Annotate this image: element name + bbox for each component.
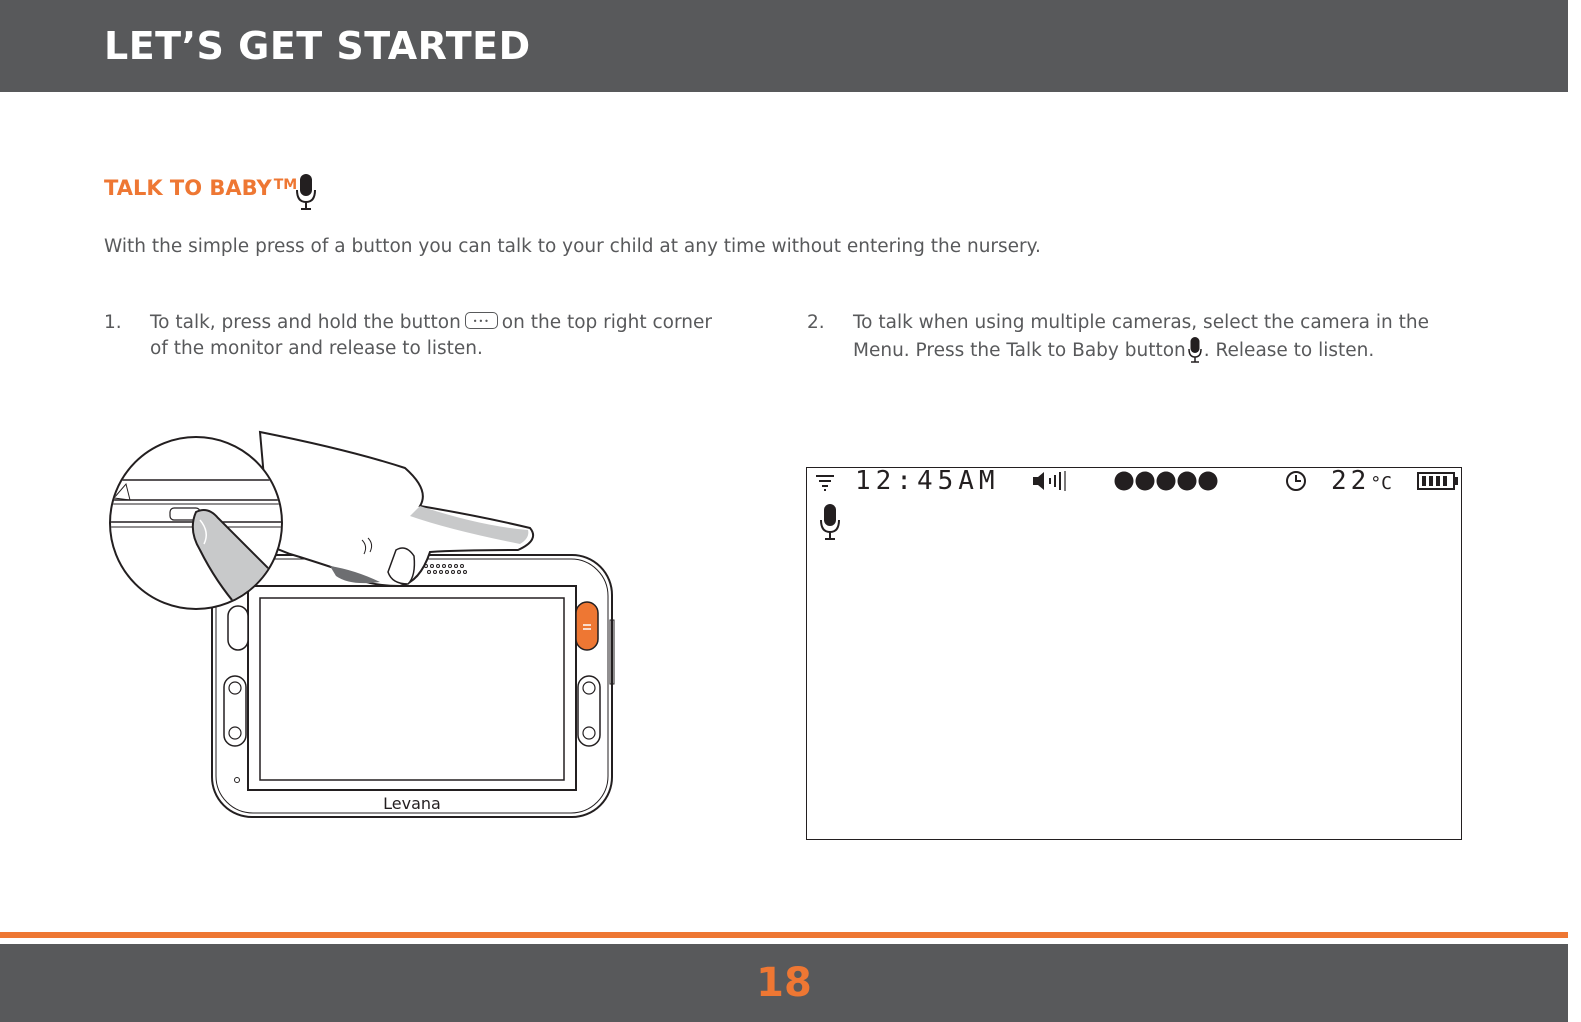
time-readout: 12:45AM xyxy=(855,466,1000,496)
step-number: 2. xyxy=(807,312,825,333)
step-1 xyxy=(104,310,764,370)
header-title: LET’S GET STARTED xyxy=(104,24,531,68)
step-line xyxy=(853,336,1374,364)
talk-button-icon xyxy=(465,312,498,329)
section-title-text: TALK TO BABY xyxy=(104,176,272,200)
step-text: Menu. Press the Talk to Baby button xyxy=(853,340,1186,361)
step-line: of the monitor and release to listen. xyxy=(150,338,483,359)
step-2 xyxy=(807,310,1507,370)
camera-dot xyxy=(1157,472,1176,491)
page-header xyxy=(0,0,1568,92)
camera-indicator-dots xyxy=(1113,469,1223,493)
temperature-readout xyxy=(1331,466,1392,496)
camera-dot xyxy=(1115,472,1134,491)
clock-icon xyxy=(1285,470,1307,492)
step-number: 1. xyxy=(104,312,122,333)
status-bar xyxy=(807,468,1461,496)
camera-dot xyxy=(1199,472,1218,491)
step-text: To talk, press and hold the button xyxy=(150,312,461,333)
section-title xyxy=(104,176,297,200)
battery-icon xyxy=(1417,471,1459,491)
step-text: on the top right corner xyxy=(501,312,712,333)
step-line: To talk when using multiple cameras, select the camera in the xyxy=(853,312,1429,333)
monitor-screen-display xyxy=(806,467,1462,840)
talk-active-mic-icon xyxy=(819,502,841,542)
microphone-icon xyxy=(1187,336,1203,364)
signal-icon xyxy=(815,474,835,492)
footer-accent-line xyxy=(0,932,1568,938)
intro-text: With the simple press of a button you can talk to your child at any time without entering the nursery. xyxy=(104,236,1041,257)
step-line xyxy=(150,310,712,336)
trademark-mark: TM xyxy=(273,177,298,193)
monitor-illustration xyxy=(100,420,640,830)
microphone-icon xyxy=(294,172,318,212)
step-text: . Release to listen. xyxy=(1203,340,1375,361)
camera-dot xyxy=(1136,472,1155,491)
volume-icon xyxy=(1031,470,1071,492)
temperature-value: 22 xyxy=(1331,466,1371,496)
temperature-unit: °C xyxy=(1370,473,1392,494)
brand-logo: Levana xyxy=(383,794,441,813)
page-number: 18 xyxy=(756,960,812,1006)
camera-dot xyxy=(1178,472,1197,491)
